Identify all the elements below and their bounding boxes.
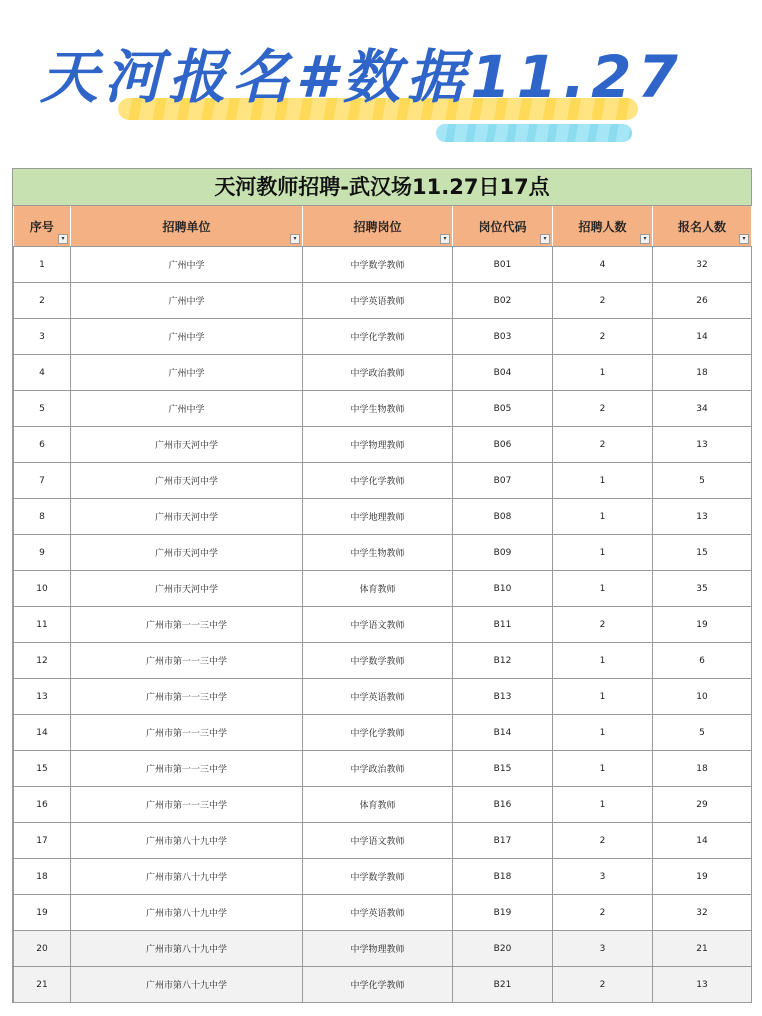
cell-openings[interactable]: 2: [553, 967, 653, 1003]
table-row: [14, 931, 752, 967]
cell-code[interactable]: B20: [453, 931, 553, 967]
cell-openings[interactable]: 1: [553, 787, 653, 823]
recruitment-table: [13, 206, 752, 1003]
cell-applicants[interactable]: 13: [653, 499, 752, 535]
cell-index[interactable]: 18: [14, 859, 71, 895]
table-row: [14, 823, 752, 859]
cell-applicants[interactable]: 18: [653, 355, 752, 391]
table-body: [14, 247, 752, 1003]
column-header-applicants: [653, 206, 752, 247]
cell-index[interactable]: 7: [14, 463, 71, 499]
column-header-label: 报名人数: [677, 219, 726, 234]
cell-applicants[interactable]: 5: [653, 715, 752, 751]
column-header-label: 序号: [29, 219, 54, 234]
filter-dropdown-icon[interactable]: ▾: [58, 234, 68, 244]
cell-position[interactable]: 中学物理教师: [303, 931, 453, 967]
cell-code[interactable]: B15: [453, 751, 553, 787]
cell-applicants[interactable]: 32: [653, 247, 752, 283]
cell-index[interactable]: 9: [14, 535, 71, 571]
cell-index[interactable]: 17: [14, 823, 71, 859]
table-row: [14, 391, 752, 427]
cell-applicants[interactable]: 14: [653, 319, 752, 355]
table-row: [14, 499, 752, 535]
table-row: [14, 607, 752, 643]
cell-position[interactable]: 中学英语教师: [303, 895, 453, 931]
table-row: [14, 283, 752, 319]
column-header-label: 招聘单位: [162, 219, 211, 234]
cell-applicants[interactable]: 35: [653, 571, 752, 607]
cell-position[interactable]: 中学生物教师: [303, 391, 453, 427]
cell-index[interactable]: 5: [14, 391, 71, 427]
table-row: [14, 715, 752, 751]
cell-applicants[interactable]: 15: [653, 535, 752, 571]
cell-employer[interactable]: 广州市第八十九中学: [71, 823, 303, 859]
cell-applicants[interactable]: 10: [653, 679, 752, 715]
cell-employer[interactable]: 广州市天河中学: [71, 499, 303, 535]
cell-openings[interactable]: 1: [553, 463, 653, 499]
cell-applicants[interactable]: 13: [653, 427, 752, 463]
cell-code[interactable]: B07: [453, 463, 553, 499]
cell-employer[interactable]: 广州市第八十九中学: [71, 859, 303, 895]
cell-position[interactable]: 中学化学教师: [303, 967, 453, 1003]
cell-position[interactable]: 中学数学教师: [303, 643, 453, 679]
cell-applicants[interactable]: 32: [653, 895, 752, 931]
cell-code[interactable]: B14: [453, 715, 553, 751]
cell-openings[interactable]: 1: [553, 499, 653, 535]
cell-employer[interactable]: 广州市天河中学: [71, 463, 303, 499]
cell-openings[interactable]: 2: [553, 319, 653, 355]
cell-index[interactable]: 14: [14, 715, 71, 751]
cell-applicants[interactable]: 26: [653, 283, 752, 319]
column-header-position: [303, 206, 453, 247]
header-row: [14, 206, 752, 247]
cell-employer[interactable]: 广州市第一一三中学: [71, 787, 303, 823]
cell-applicants[interactable]: 34: [653, 391, 752, 427]
table-row: [14, 895, 752, 931]
cell-employer[interactable]: 广州市第一一三中学: [71, 607, 303, 643]
cell-openings[interactable]: 3: [553, 859, 653, 895]
spreadsheet: [12, 168, 752, 1003]
column-header-label: 招聘人数: [578, 219, 627, 234]
cell-code[interactable]: B09: [453, 535, 553, 571]
cell-code[interactable]: B17: [453, 823, 553, 859]
cell-openings[interactable]: 2: [553, 391, 653, 427]
cell-position[interactable]: 中学政治教师: [303, 355, 453, 391]
cell-openings[interactable]: 2: [553, 607, 653, 643]
table-row: [14, 859, 752, 895]
cell-openings[interactable]: 1: [553, 679, 653, 715]
cell-code[interactable]: B05: [453, 391, 553, 427]
cell-code[interactable]: B18: [453, 859, 553, 895]
cell-index[interactable]: 15: [14, 751, 71, 787]
cell-position[interactable]: 中学语文教师: [303, 607, 453, 643]
cell-applicants[interactable]: 19: [653, 607, 752, 643]
cell-employer[interactable]: 广州市第八十九中学: [71, 895, 303, 931]
table-row: [14, 787, 752, 823]
cell-openings[interactable]: 2: [553, 283, 653, 319]
cell-position[interactable]: 中学英语教师: [303, 283, 453, 319]
cell-position[interactable]: 中学政治教师: [303, 751, 453, 787]
cell-index[interactable]: 16: [14, 787, 71, 823]
cell-code[interactable]: B10: [453, 571, 553, 607]
cell-index[interactable]: 13: [14, 679, 71, 715]
cell-applicants[interactable]: 5: [653, 463, 752, 499]
cell-openings[interactable]: 2: [553, 823, 653, 859]
cell-openings[interactable]: 4: [553, 247, 653, 283]
cell-employer[interactable]: 广州市第一一三中学: [71, 715, 303, 751]
cell-openings[interactable]: 1: [553, 715, 653, 751]
cell-code[interactable]: B11: [453, 607, 553, 643]
cell-position[interactable]: 中学数学教师: [303, 859, 453, 895]
filter-dropdown-icon[interactable]: ▾: [540, 234, 550, 244]
cell-openings[interactable]: 2: [553, 895, 653, 931]
cell-index[interactable]: 19: [14, 895, 71, 931]
cell-index[interactable]: 8: [14, 499, 71, 535]
column-header-label: 招聘岗位: [353, 219, 402, 234]
filter-dropdown-icon[interactable]: ▾: [739, 234, 749, 244]
cell-position[interactable]: 中学地理教师: [303, 499, 453, 535]
cell-applicants[interactable]: 19: [653, 859, 752, 895]
cell-index[interactable]: 1: [14, 247, 71, 283]
cell-employer[interactable]: 广州市第一一三中学: [71, 751, 303, 787]
cell-applicants[interactable]: 14: [653, 823, 752, 859]
cell-position[interactable]: 中学语文教师: [303, 823, 453, 859]
cell-employer[interactable]: 广州中学: [71, 283, 303, 319]
cell-employer[interactable]: 广州中学: [71, 319, 303, 355]
cell-index[interactable]: 6: [14, 427, 71, 463]
cell-index[interactable]: 10: [14, 571, 71, 607]
cell-code[interactable]: B01: [453, 247, 553, 283]
cell-index[interactable]: 4: [14, 355, 71, 391]
cell-applicants[interactable]: 18: [653, 751, 752, 787]
table-row: [14, 643, 752, 679]
table-row: [14, 535, 752, 571]
table-row: [14, 355, 752, 391]
filter-dropdown-icon[interactable]: ▾: [440, 234, 450, 244]
cell-openings[interactable]: 1: [553, 751, 653, 787]
cell-applicants[interactable]: 21: [653, 931, 752, 967]
cell-code[interactable]: B03: [453, 319, 553, 355]
cell-openings[interactable]: 1: [553, 355, 653, 391]
table-row: [14, 427, 752, 463]
cell-employer[interactable]: 广州市天河中学: [71, 535, 303, 571]
cell-position[interactable]: 中学数学教师: [303, 247, 453, 283]
cell-position[interactable]: 中学英语教师: [303, 679, 453, 715]
table-row: [14, 751, 752, 787]
cell-index[interactable]: 2: [14, 283, 71, 319]
cell-position[interactable]: 体育教师: [303, 787, 453, 823]
column-header-index: [14, 206, 71, 247]
cell-position[interactable]: 中学化学教师: [303, 715, 453, 751]
filter-dropdown-icon[interactable]: ▾: [640, 234, 650, 244]
headline-title: 天河报名#数据11.27: [40, 43, 684, 111]
cell-applicants[interactable]: 29: [653, 787, 752, 823]
cell-employer[interactable]: 广州中学: [71, 355, 303, 391]
cell-index[interactable]: 11: [14, 607, 71, 643]
cell-index[interactable]: 21: [14, 967, 71, 1003]
cell-code[interactable]: B12: [453, 643, 553, 679]
cell-position[interactable]: 中学化学教师: [303, 463, 453, 499]
cell-applicants[interactable]: 6: [653, 643, 752, 679]
cell-code[interactable]: B04: [453, 355, 553, 391]
cell-employer[interactable]: 广州中学: [71, 391, 303, 427]
column-header-openings: [553, 206, 653, 247]
cell-position[interactable]: 中学化学教师: [303, 319, 453, 355]
cell-employer[interactable]: 广州市第八十九中学: [71, 967, 303, 1003]
cell-openings[interactable]: 2: [553, 427, 653, 463]
table-row: [14, 679, 752, 715]
cell-employer[interactable]: 广州市第一一三中学: [71, 679, 303, 715]
table-row: [14, 463, 752, 499]
column-header-label: 岗位代码: [478, 219, 527, 234]
cell-code[interactable]: B13: [453, 679, 553, 715]
cell-index[interactable]: 12: [14, 643, 71, 679]
headline: [0, 0, 762, 160]
cell-employer[interactable]: 广州中学: [71, 247, 303, 283]
column-header-employer: [71, 206, 303, 247]
cell-code[interactable]: B08: [453, 499, 553, 535]
cell-openings[interactable]: 1: [553, 571, 653, 607]
table-row: [14, 247, 752, 283]
cell-employer[interactable]: 广州市天河中学: [71, 571, 303, 607]
cell-position[interactable]: 中学物理教师: [303, 427, 453, 463]
blue-highlight-stroke: [436, 124, 632, 142]
table-row: [14, 319, 752, 355]
table-row: [14, 967, 752, 1003]
cell-position[interactable]: 中学生物教师: [303, 535, 453, 571]
cell-employer[interactable]: 广州市天河中学: [71, 427, 303, 463]
cell-openings[interactable]: 3: [553, 931, 653, 967]
cell-openings[interactable]: 1: [553, 643, 653, 679]
cell-employer[interactable]: 广州市第一一三中学: [71, 643, 303, 679]
cell-code[interactable]: B02: [453, 283, 553, 319]
cell-index[interactable]: 20: [14, 931, 71, 967]
column-header-code: [453, 206, 553, 247]
filter-dropdown-icon[interactable]: ▾: [290, 234, 300, 244]
cell-code[interactable]: B21: [453, 967, 553, 1003]
cell-code[interactable]: B19: [453, 895, 553, 931]
cell-position[interactable]: 体育教师: [303, 571, 453, 607]
sheet-title: 天河教师招聘-武汉场11.27日17点: [13, 168, 751, 206]
cell-code[interactable]: B06: [453, 427, 553, 463]
cell-index[interactable]: 3: [14, 319, 71, 355]
cell-applicants[interactable]: 13: [653, 967, 752, 1003]
cell-employer[interactable]: 广州市第八十九中学: [71, 931, 303, 967]
table-row: [14, 571, 752, 607]
cell-code[interactable]: B16: [453, 787, 553, 823]
cell-openings[interactable]: 1: [553, 535, 653, 571]
